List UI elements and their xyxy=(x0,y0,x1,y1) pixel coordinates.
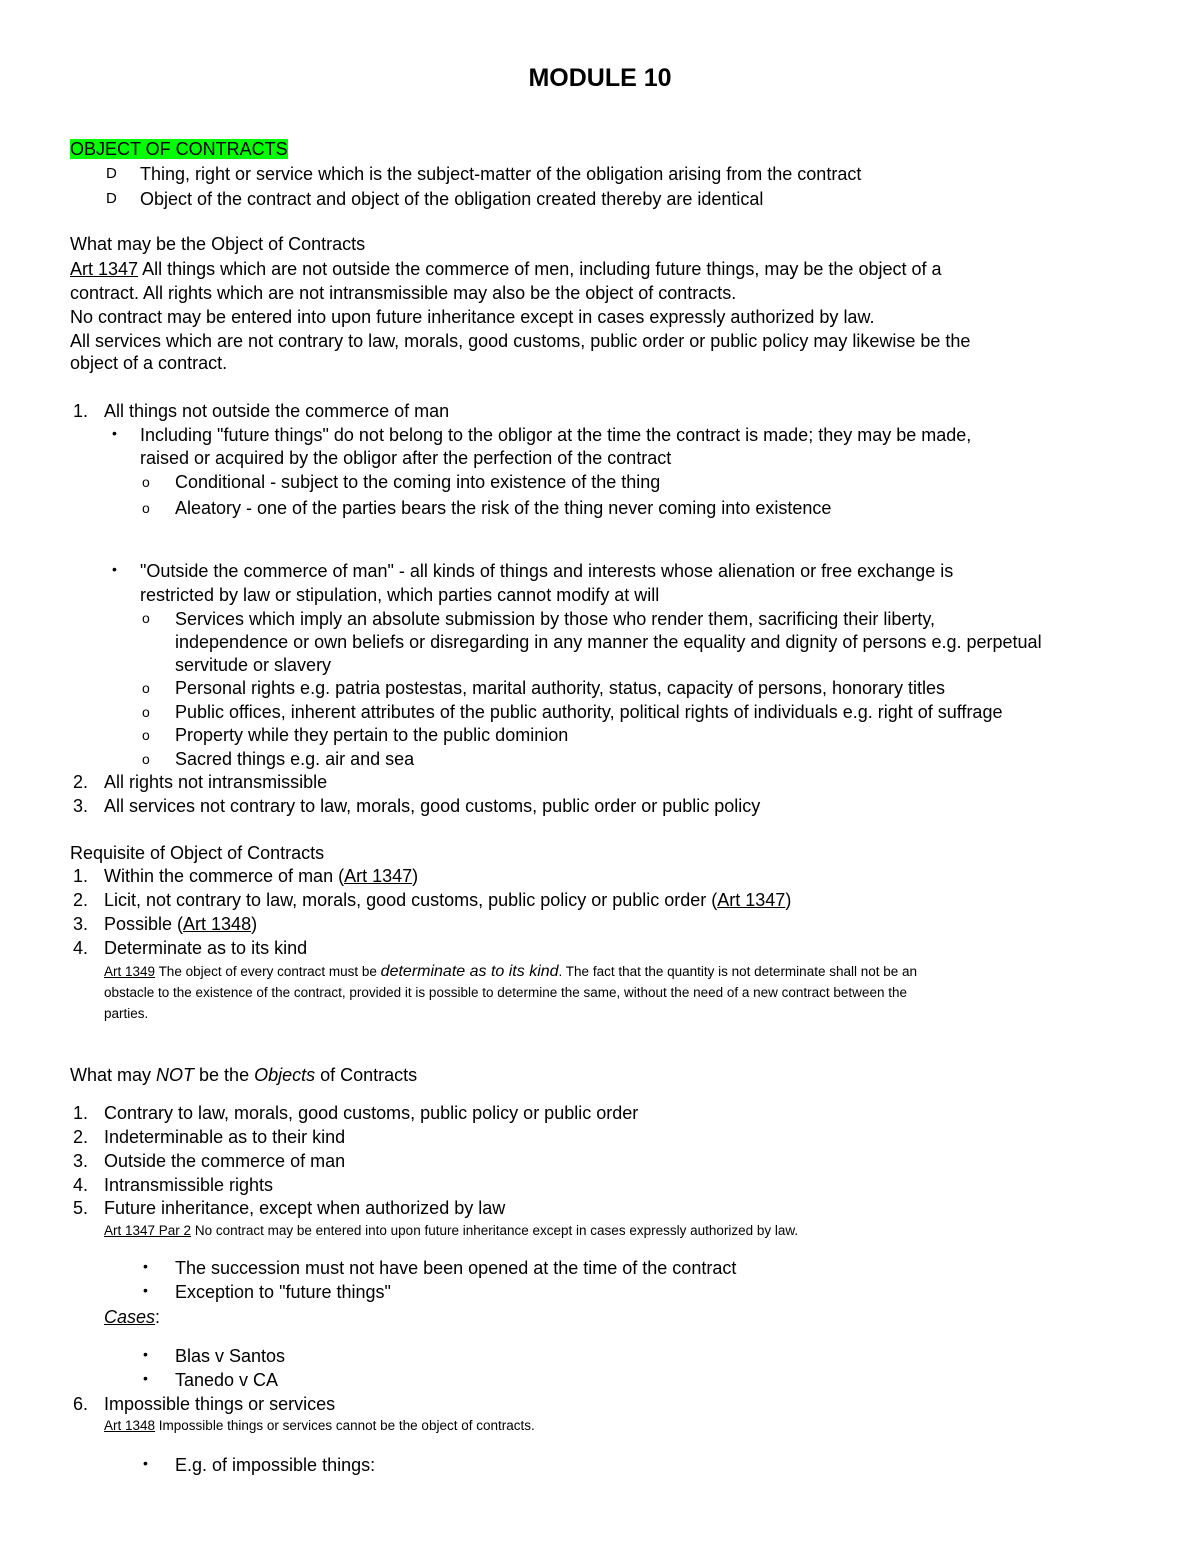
list-number: 3. xyxy=(73,1151,89,1171)
sub-item: Property while they pertain to the public dominion xyxy=(175,725,569,745)
cases-colon: : xyxy=(155,1307,161,1327)
sub-marker: o xyxy=(142,727,150,743)
list-marker: D xyxy=(106,190,117,207)
item-text: ) xyxy=(412,866,419,886)
list-item: Outside the commerce of man xyxy=(104,1151,346,1171)
bullet-marker: • xyxy=(143,1370,148,1386)
bullet-item: "Outside the commerce of man" - all kinds of things and interests whose alienation or free exchange is xyxy=(140,561,954,581)
sub-marker: o xyxy=(142,704,150,720)
section-heading-what-may-be: What may be the Object of Contracts xyxy=(70,234,366,254)
article-note xyxy=(104,1221,798,1241)
list-item xyxy=(104,913,257,935)
list-number: 1. xyxy=(73,401,89,421)
sub-item: Services which imply an absolute submission by those who render them, sacrificing their liberty, xyxy=(175,609,935,629)
sub-item: Personal rights e.g. patria postestas, marital authority, status, capacity of persons, honorary titles xyxy=(175,678,946,698)
section-heading-what-may-not-be xyxy=(70,1064,417,1086)
heading-text: be the xyxy=(194,1065,255,1085)
sub-item: Aleatory - one of the parties bears the risk of the thing never coming into existence xyxy=(175,498,832,518)
heading-emphasis: NOT xyxy=(156,1065,195,1085)
list-number: 1. xyxy=(73,866,89,886)
bullet-marker: • xyxy=(112,561,117,577)
article-note xyxy=(104,962,917,982)
heading-emphasis: Objects xyxy=(254,1065,316,1085)
heading-text: What may xyxy=(70,1065,157,1085)
list-item xyxy=(104,889,791,911)
list-marker: D xyxy=(106,165,117,182)
article-reference: Art 1349 xyxy=(104,964,156,979)
paragraph-line: contract. All rights which are not intransmissible may also be the object of contracts. xyxy=(70,283,737,303)
section-heading-requisite: Requisite of Object of Contracts xyxy=(70,843,325,863)
list-item: Contrary to law, morals, good customs, public policy or public order xyxy=(104,1103,639,1123)
sub-item: Conditional - subject to the coming into existence of the thing xyxy=(175,472,661,492)
list-number: 4. xyxy=(73,938,89,958)
item-text: ) xyxy=(251,914,258,934)
sub-item-cont: independence or own beliefs or disregarding in any manner the equality and dignity of persons e.g. perpetual xyxy=(175,632,1042,652)
bullet-item-cont: raised or acquired by the obligor after the perfection of the contract xyxy=(140,448,672,468)
list-number: 2. xyxy=(73,890,89,910)
note-emphasis: determinate as to its kind xyxy=(380,963,559,980)
case-item: Blas v Santos xyxy=(175,1346,286,1366)
article-note-line: parties. xyxy=(104,1006,149,1021)
article-reference: Art 1348 xyxy=(104,1418,156,1433)
sub-item: Sacred things e.g. air and sea xyxy=(175,749,415,769)
paragraph-text: All things which are not outside the commerce of men, including future things, may be the object of a xyxy=(142,259,942,279)
list-item: Intransmissible rights xyxy=(104,1175,274,1195)
note-text: . The fact that the quantity is not determinate shall not be an xyxy=(558,964,918,979)
list-number: 5. xyxy=(73,1198,89,1218)
highlighted-heading: OBJECT OF CONTRACTS xyxy=(70,139,288,159)
bullet-marker: • xyxy=(143,1282,148,1298)
item-text: Licit, not contrary to law, morals, good customs, public policy or public order ( xyxy=(104,890,718,910)
sub-marker: o xyxy=(142,751,150,767)
list-item: All things not outside the commerce of man xyxy=(104,401,450,421)
item-text: Within the commerce of man ( xyxy=(104,866,345,886)
cases-label-text: Cases xyxy=(104,1307,156,1327)
note-text: The object of every contract must be xyxy=(158,964,381,979)
list-number: 3. xyxy=(73,914,89,934)
bullet-item: Exception to "future things" xyxy=(175,1282,391,1302)
list-item: Indeterminable as to their kind xyxy=(104,1127,346,1147)
sub-item-cont: servitude or slavery xyxy=(175,655,332,675)
item-text: Possible ( xyxy=(104,914,184,934)
case-item: Tanedo v CA xyxy=(175,1370,279,1390)
list-item: Thing, right or service which is the subject-matter of the obligation arising from the contract xyxy=(140,164,862,184)
section-heading-object-of-contracts xyxy=(70,138,288,160)
item-text: ) xyxy=(785,890,792,910)
list-item: Impossible things or services xyxy=(104,1394,336,1414)
bullet-item: The succession must not have been opened at the time of the contract xyxy=(175,1258,737,1278)
bullet-marker: • xyxy=(112,425,117,441)
list-number: 2. xyxy=(73,1127,89,1147)
paragraph-line: No contract may be entered into upon future inheritance except in cases expressly authorized by law. xyxy=(70,307,875,327)
list-item: All rights not intransmissible xyxy=(104,772,328,792)
bullet-marker: • xyxy=(143,1258,148,1274)
list-item: Future inheritance, except when authorized by law xyxy=(104,1198,506,1218)
sub-item: Public offices, inherent attributes of the public authority, political rights of individuals e.g. right of suffrage xyxy=(175,702,1003,722)
list-number: 4. xyxy=(73,1175,89,1195)
heading-text: of Contracts xyxy=(315,1065,418,1085)
article-reference: Art 1347 xyxy=(717,890,786,910)
sub-marker: o xyxy=(142,474,150,490)
list-number: 1. xyxy=(73,1103,89,1123)
list-item: Determinate as to its kind xyxy=(104,938,308,958)
list-number: 2. xyxy=(73,772,89,792)
paragraph-line: object of a contract. xyxy=(70,353,228,373)
list-item xyxy=(104,865,418,887)
paragraph-line xyxy=(70,258,942,280)
sub-marker: o xyxy=(142,610,150,626)
note-text: Impossible things or services cannot be the object of contracts. xyxy=(155,1418,535,1433)
page-title: MODULE 10 xyxy=(528,64,672,92)
article-note xyxy=(104,1416,535,1436)
list-number: 3. xyxy=(73,796,89,816)
bullet-item-cont: restricted by law or stipulation, which parties cannot modify at will xyxy=(140,585,660,605)
list-item: Object of the contract and object of the obligation created thereby are identical xyxy=(140,189,764,209)
bullet-item: E.g. of impossible things: xyxy=(175,1455,376,1475)
bullet-item: Including "future things" do not belong to the obligor at the time the contract is made; they may be made, xyxy=(140,425,972,445)
sub-marker: o xyxy=(142,680,150,696)
sub-marker: o xyxy=(142,500,150,516)
bullet-marker: • xyxy=(143,1455,148,1471)
article-reference: Art 1347 xyxy=(344,866,413,886)
cases-label xyxy=(104,1306,160,1328)
article-reference: Art 1348 xyxy=(183,914,252,934)
article-reference: Art 1347 Par 2 xyxy=(104,1223,192,1238)
note-text: No contract may be entered into upon future inheritance except in cases expressly authorized by law. xyxy=(191,1223,799,1238)
list-number: 6. xyxy=(73,1394,89,1414)
article-reference: Art 1347 xyxy=(70,259,139,279)
paragraph-line: All services which are not contrary to law, morals, good customs, public order or public policy may likewise be the xyxy=(70,331,971,351)
article-note-line: obstacle to the existence of the contract, provided it is possible to determine the same, without the need of a new contract between the xyxy=(104,985,907,1000)
bullet-marker: • xyxy=(143,1346,148,1362)
list-item: All services not contrary to law, morals, good customs, public order or public policy xyxy=(104,796,761,816)
